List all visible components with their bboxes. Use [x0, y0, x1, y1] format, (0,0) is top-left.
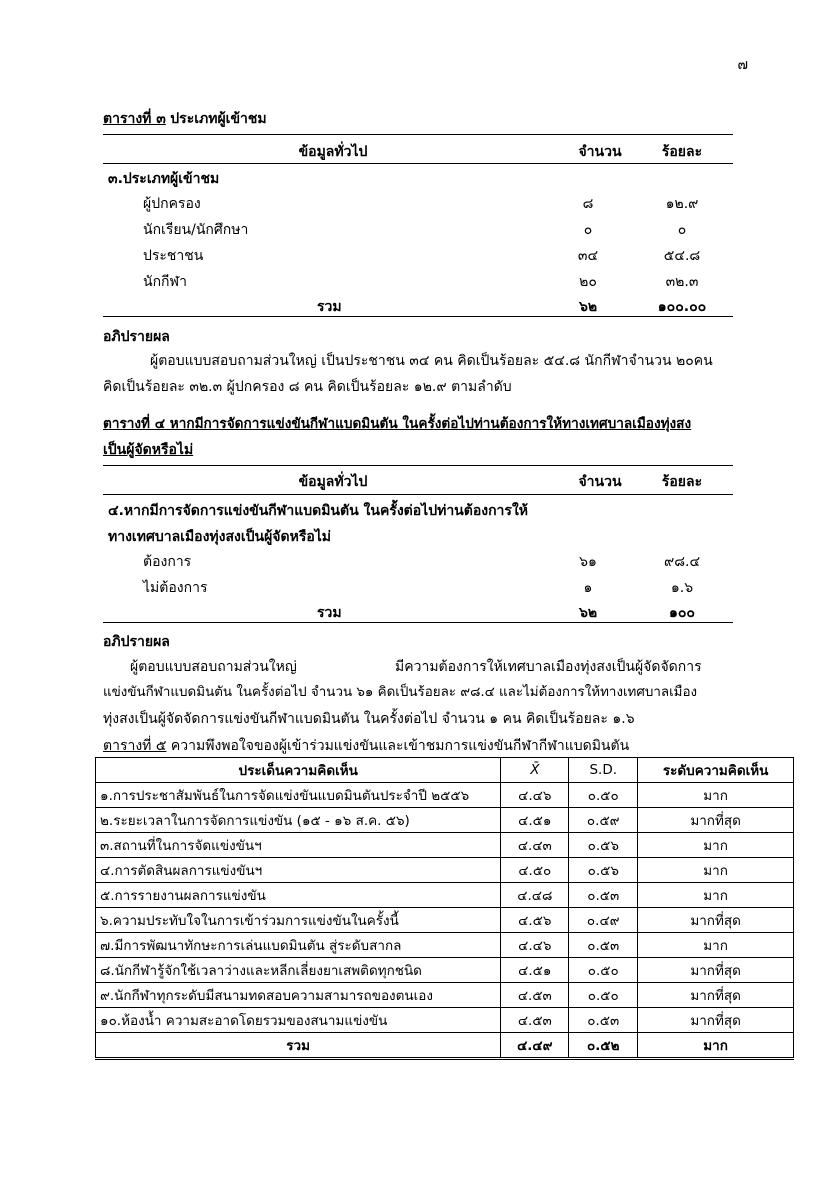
table3-row-label: ประชาชน: [143, 248, 204, 264]
table5-sd: ๐.๕๐: [569, 958, 638, 983]
table5-level: มาก: [638, 833, 794, 858]
table3-total-label: รวม: [317, 299, 342, 315]
table5-total-level: มาก: [638, 1033, 794, 1059]
table5-total-sd: ๐.๕๒: [569, 1033, 638, 1059]
table5-level: มาก: [638, 933, 794, 958]
table4-group-line: ๔.หากมีการจัดการแข่งขันกีฬาแบดมินตัน ในครั้งต่อไปท่านต้องการให้: [108, 503, 529, 519]
table4-group-line: ทางเทศบาลเมืองทุ่งสงเป็นผู้จัดหรือไม่: [108, 529, 332, 545]
table5-sd: ๐.๕๓: [569, 883, 638, 908]
table5-header-mean: X̄: [501, 758, 569, 783]
table-row: [96, 983, 794, 1008]
table5-sd: ๐.๕๓: [569, 1008, 638, 1033]
table4-row-percent: ๙๘.๔: [663, 554, 701, 570]
discussion2-line: ทุ่งสงเป็นผู้จัดจัดการแข่งขันกีฬาแบดมินตัน ในครั้งต่อไป จำนวน ๑ คน คิดเป็นร้อยละ ๑.๖: [103, 711, 635, 727]
table5-sd: ๐.๕๙: [569, 808, 638, 833]
table4-top-rule: [103, 465, 733, 466]
table5-level: มากที่สุด: [638, 908, 794, 933]
table5-item: ๘.นักกีฬารู้จักใช้เวลาว่างและหลีกเลี่ยงยาเสพติดทุกชนิด: [96, 958, 501, 983]
table5-level: มากที่สุด: [638, 983, 794, 1008]
table4-total-count: ๖๒: [578, 605, 598, 621]
table5-header-row: [96, 758, 794, 783]
table3-row-percent: ๑๒.๙: [665, 196, 699, 212]
table3-row-percent: ๓๒.๓: [665, 274, 699, 290]
table-row: [96, 958, 794, 983]
table5-mean: ๔.๕๑: [501, 958, 569, 983]
table5-caption-label: ตารางที่ ๕: [103, 738, 167, 754]
table5-level: มากที่สุด: [638, 958, 794, 983]
table5-item: ๒.ระยะเวลาในการจัดการแข่งขัน (๑๕ - ๑๖ ส.ค. ๕๖): [96, 808, 501, 833]
table3-bottom-rule: [103, 316, 733, 317]
table5-mean: ๔.๔๖: [501, 783, 569, 808]
table5-item: ๕.การรายงานผลการแข่งขัน: [96, 883, 501, 908]
table5-caption-text: ความพึงพอใจของผู้เข้าร่วมแข่งขันและเข้าชมการแข่งขันกีฬากีฬาแบดมินตัน: [170, 738, 630, 754]
table5-header-level: ระดับความคิดเห็น: [638, 758, 794, 783]
discussion2-line: ผู้ตอบแบบสอบถามส่วนใหญ่: [130, 659, 297, 675]
table5-item: ๖.ความประทับใจในการเข้าร่วมการแข่งขันในครั้งนี้: [96, 908, 501, 933]
table4-header-count: จำนวน: [578, 474, 622, 490]
table5-item: ๙.นักกีฬาทุกระดับมีสนามทดสอบความสามารถของตนเอง: [96, 983, 501, 1008]
discussion2-line: แข่งขันกีฬาแบดมินตัน ในครั้งต่อไป จำนวน ๖๑ คิดเป็นร้อยละ ๙๘.๔ และไม่ต้องการให้ทางเทศบาลเมือง: [103, 685, 698, 700]
table4-row-count: ๖๑: [579, 554, 597, 570]
table-row: [96, 833, 794, 858]
table5-mean: ๔.๕๓: [501, 983, 569, 1008]
table-row: [96, 908, 794, 933]
table5-header-sd: S.D.: [569, 758, 638, 783]
table3-row-percent: ๐: [677, 222, 687, 238]
table5-item: ๓.สถานที่ในการจัดแข่งขันฯ: [96, 833, 501, 858]
discussion2-line: มีความต้องการให้เทศบาลเมืองทุ่งสงเป็นผู้จัดจัดการ: [395, 659, 702, 675]
table4-total-label: รวม: [317, 605, 342, 621]
table-row: [96, 808, 794, 833]
table5-sd: ๐.๕๐: [569, 983, 638, 1008]
table4-row-count: ๑: [583, 580, 593, 596]
table5-sd: ๐.๔๙: [569, 908, 638, 933]
table4-header-rule: [103, 494, 733, 495]
table5-caption: [103, 735, 629, 757]
table5-sd: ๐.๕๓: [569, 933, 638, 958]
table5-mean: ๔.๕๑: [501, 808, 569, 833]
table4-header-info: ข้อมูลทั่วไป: [298, 474, 368, 490]
table5-level: มาก: [638, 858, 794, 883]
table4-header-percent: ร้อยละ: [661, 474, 703, 490]
discussion1-line: ผู้ตอบแบบสอบถามส่วนใหญ่ เป็นประชาชน ๓๔ คน คิดเป็นร้อยละ ๕๔.๘ นักกีฬาจำนวน ๒๐คน: [150, 353, 713, 369]
table4-row-label: ต้องการ: [143, 554, 192, 570]
table4-total-percent: ๑๐๐: [669, 605, 695, 621]
table4-row-percent: ๑.๖: [670, 580, 694, 596]
table3-header-count: จำนวน: [578, 144, 622, 160]
table5-total-mean: ๔.๔๙: [501, 1033, 569, 1059]
table5-mean: ๔.๔๘: [501, 883, 569, 908]
discussion1-heading: อภิปรายผล: [103, 329, 170, 345]
table3-row-count: ๐: [583, 222, 593, 238]
table5-item: ๑๐.ห้องน้ำ ความสะอาดโดยรวมของสนามแข่งขัน: [96, 1008, 501, 1033]
table3-row-count: ๒๐: [579, 274, 597, 290]
table3-header-info: ข้อมูลทั่วไป: [298, 144, 368, 160]
table5-mean: ๔.๕๐: [501, 858, 569, 883]
page-number: ๗: [737, 57, 748, 73]
table3-caption-label: ตารางที่ ๓: [103, 111, 166, 127]
table-row: [96, 933, 794, 958]
table3-group-label: ๓.ประเภทผู้เข้าชม: [108, 171, 220, 187]
table5-level: มาก: [638, 783, 794, 808]
table5-sd: ๐.๕๖: [569, 833, 638, 858]
table5-sd: ๐.๕๖: [569, 858, 638, 883]
table5-mean: ๔.๔๓: [501, 833, 569, 858]
table3-row-label: นักเรียน/นักศึกษา: [143, 222, 249, 238]
table-row: [96, 1008, 794, 1033]
table3-total-percent: ๑๐๐.๐๐: [657, 299, 707, 315]
table5-mean: ๔.๕๖: [501, 908, 569, 933]
table5-total-row: [96, 1033, 794, 1059]
table5-item: ๔.การตัดสินผลการแข่งขันฯ: [96, 858, 501, 883]
table5-mean: ๔.๕๓: [501, 1008, 569, 1033]
table4-caption-line: ตารางที่ ๔ หากมีการจัดการแข่งขันกีฬาแบดมินตัน ในครั้งต่อไปท่านต้องการให้ทางเทศบาลเมืองทุ่งสง: [103, 416, 692, 432]
table-row: [96, 858, 794, 883]
table3-row-label: ผู้ปกครอง: [143, 196, 201, 212]
table5: [95, 757, 794, 1060]
table4-row-label: ไม่ต้องการ: [143, 580, 208, 596]
discussion1-line: คิดเป็นร้อยละ ๓๒.๓ ผู้ปกครอง ๘ คน คิดเป็นร้อยละ ๑๒.๙ ตามลำดับ: [103, 379, 512, 395]
table3-header-percent: ร้อยละ: [661, 144, 703, 160]
table-row: [96, 883, 794, 908]
table3-row-label: นักกีฬา: [143, 274, 187, 290]
table5-sd: ๐.๕๐: [569, 783, 638, 808]
table3-caption: [103, 108, 267, 130]
table5-item: ๑.การประชาสัมพันธ์ในการจัดแข่งขันแบดมินตันประจำปี ๒๕๕๖: [96, 783, 501, 808]
table3-top-rule: [103, 134, 733, 135]
table5-header-item: ประเด็นความคิดเห็น: [96, 758, 501, 783]
table3-row-count: ๓๔: [577, 248, 599, 264]
discussion2-heading: อภิปรายผล: [103, 634, 170, 650]
table5-level: มากที่สุด: [638, 808, 794, 833]
table5-level: มาก: [638, 883, 794, 908]
table4-caption-line: เป็นผู้จัดหรือไม่: [103, 442, 194, 458]
table4-bottom-rule: [103, 622, 733, 623]
table3-caption-text: ประเภทผู้เข้าชม: [170, 111, 267, 127]
table5-mean: ๔.๔๖: [501, 933, 569, 958]
table5-total-label: รวม: [96, 1033, 501, 1059]
table5-item: ๗.มีการพัฒนาทักษะการเล่นแบดมินตัน สู่ระดับสากล: [96, 933, 501, 958]
table3-row-percent: ๕๔.๘: [663, 248, 701, 264]
table5-level: มากที่สุด: [638, 1008, 794, 1033]
table-row: [96, 783, 794, 808]
table3-row-count: ๘: [582, 196, 594, 212]
table3-header-rule: [103, 163, 733, 164]
table3-total-count: ๖๒: [578, 299, 598, 315]
